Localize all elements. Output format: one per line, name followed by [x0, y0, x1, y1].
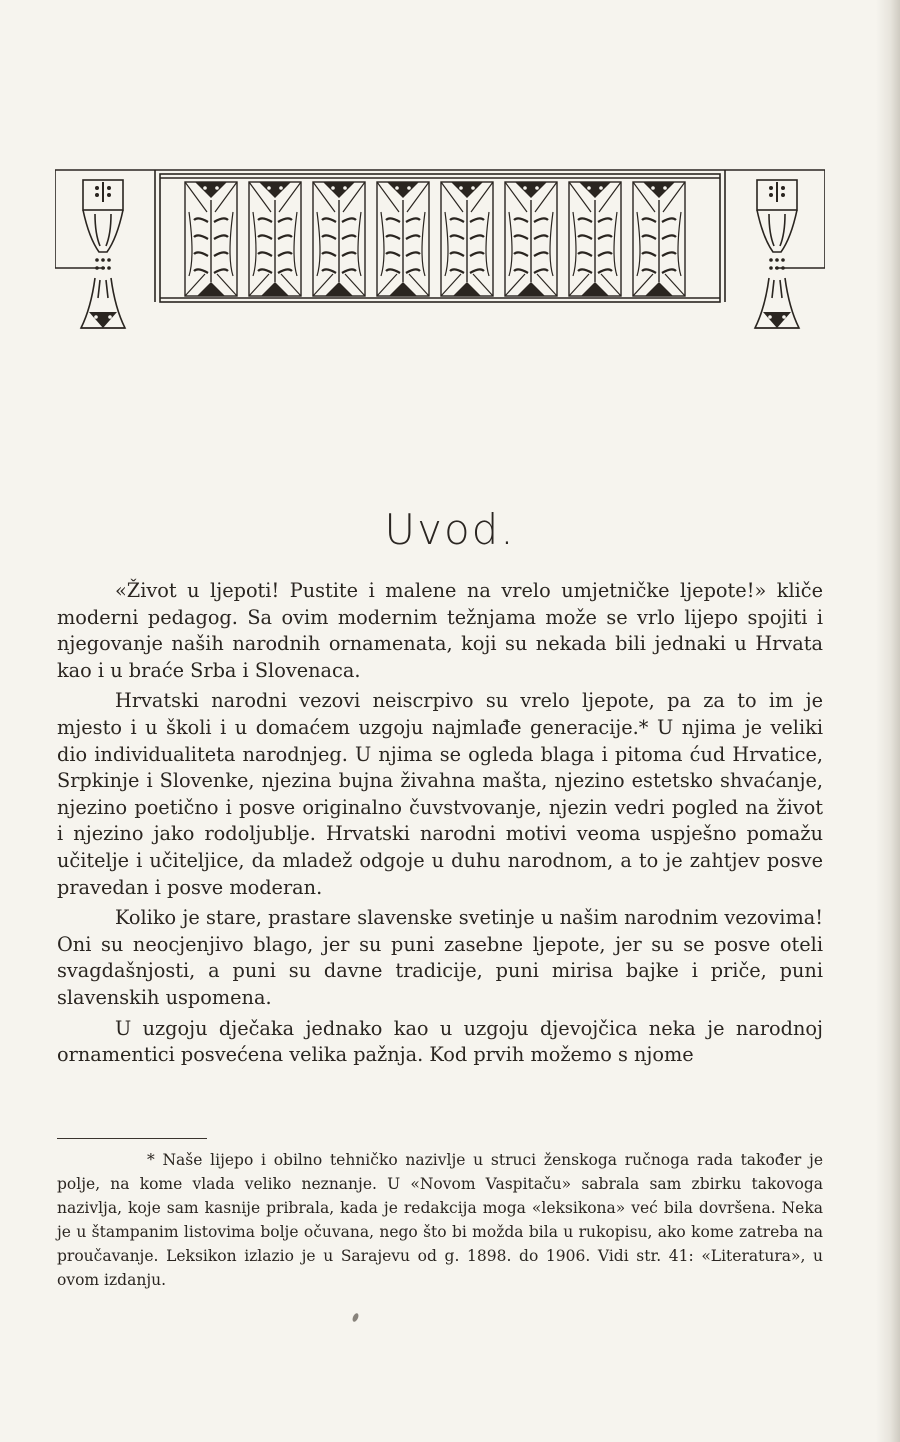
paragraph: U uzgoju dječaka jednako kao u uzgoju djevojčica neka je narodnoj ornamentici posvećena velika pažnja. Kod prvih možemo s njome: [57, 1016, 823, 1067]
page-edge-shadow: [876, 0, 900, 1442]
footnote-rule: [57, 1138, 207, 1139]
paragraph: Hrvatski narodni vezovi neiscrpivo su vrelo ljepote, pa za to im je mjesto i u školi i u domaćem uzgoju najmlađe generacije.* U njima je veliki dio individualiteta narodnjeg. U njima se ogleda blaga i pitoma ćud Hrvatice, Srpkinje i Slovenke, njezina bujna živahna mašta, njezino estetsko shvaćanje, njezino poetično i posve originalno čuvstvovanje, njezin vedri pogled na život i njezino jako rodoljublje. Hrvatski narodni motivi veoma uspješno pomažu učitelje i učiteljice, da mladež odgoje u duhu narodnom, a to je zahtjev posve pravedan i posve moderan.: [57, 689, 823, 899]
embroidery-motif: [441, 182, 493, 296]
embroidery-motif: [377, 182, 429, 296]
page-title: Uvod.: [384, 505, 516, 554]
folk-embroidery-band-icon: [55, 168, 825, 343]
embroidery-motif: [313, 182, 365, 296]
footnote-text: * Naše lijepo i obilno tehničko nazivlje u struci ženskoga ručnoga rada također je polje, na kome vlada veliko neznanje. U «Novom Vaspitaču» sabrala sam zbirku takovoga nazivlja, koje sam kasnije pribrala, kada je redakcija moga «leksikona» već bila dovršena. Neka je u štampanim listovima bolje očuvana, nego što bi možda bila u rukopisu, ako kome zatreba na proučavanje. Leksikon izlazio je u Sarajevu od g. 1898. do 1906. Vidi str. 41: «Literatura», u ovom izdanju.: [57, 1151, 823, 1289]
ink-speck: [351, 1312, 359, 1322]
paragraph: «Život u ljepoti! Pustite i malene na vrelo umjetničke ljepote!» kliče moderni pedagog. Sa ovim modernim težnjama može se vrlo lijepo spojiti i njegovanje naših narodnih ornamenata, koji su nekada bili jednaki u Hrvata kao i u braće Srba i Slovenaca.: [57, 579, 823, 682]
embroidery-motif: [569, 182, 621, 296]
embroidery-motif: [185, 182, 237, 296]
paragraph: Koliko je stare, prastare slavenske svetinje u našim narodnim vezovima! Oni su neocjenjivo blago, jer su puni zasebne ljepote, jer su se posve oteli svagdašnjosti, a puni su davne tradicije, puni mirisa bajke i priče, puni slavenskih uspomena.: [57, 906, 823, 1009]
embroidery-motif: [633, 182, 685, 296]
embroidery-motif: [249, 182, 301, 296]
embroidery-motif: [505, 182, 557, 296]
body-text: [57, 578, 823, 1069]
footnote: [57, 1148, 823, 1292]
